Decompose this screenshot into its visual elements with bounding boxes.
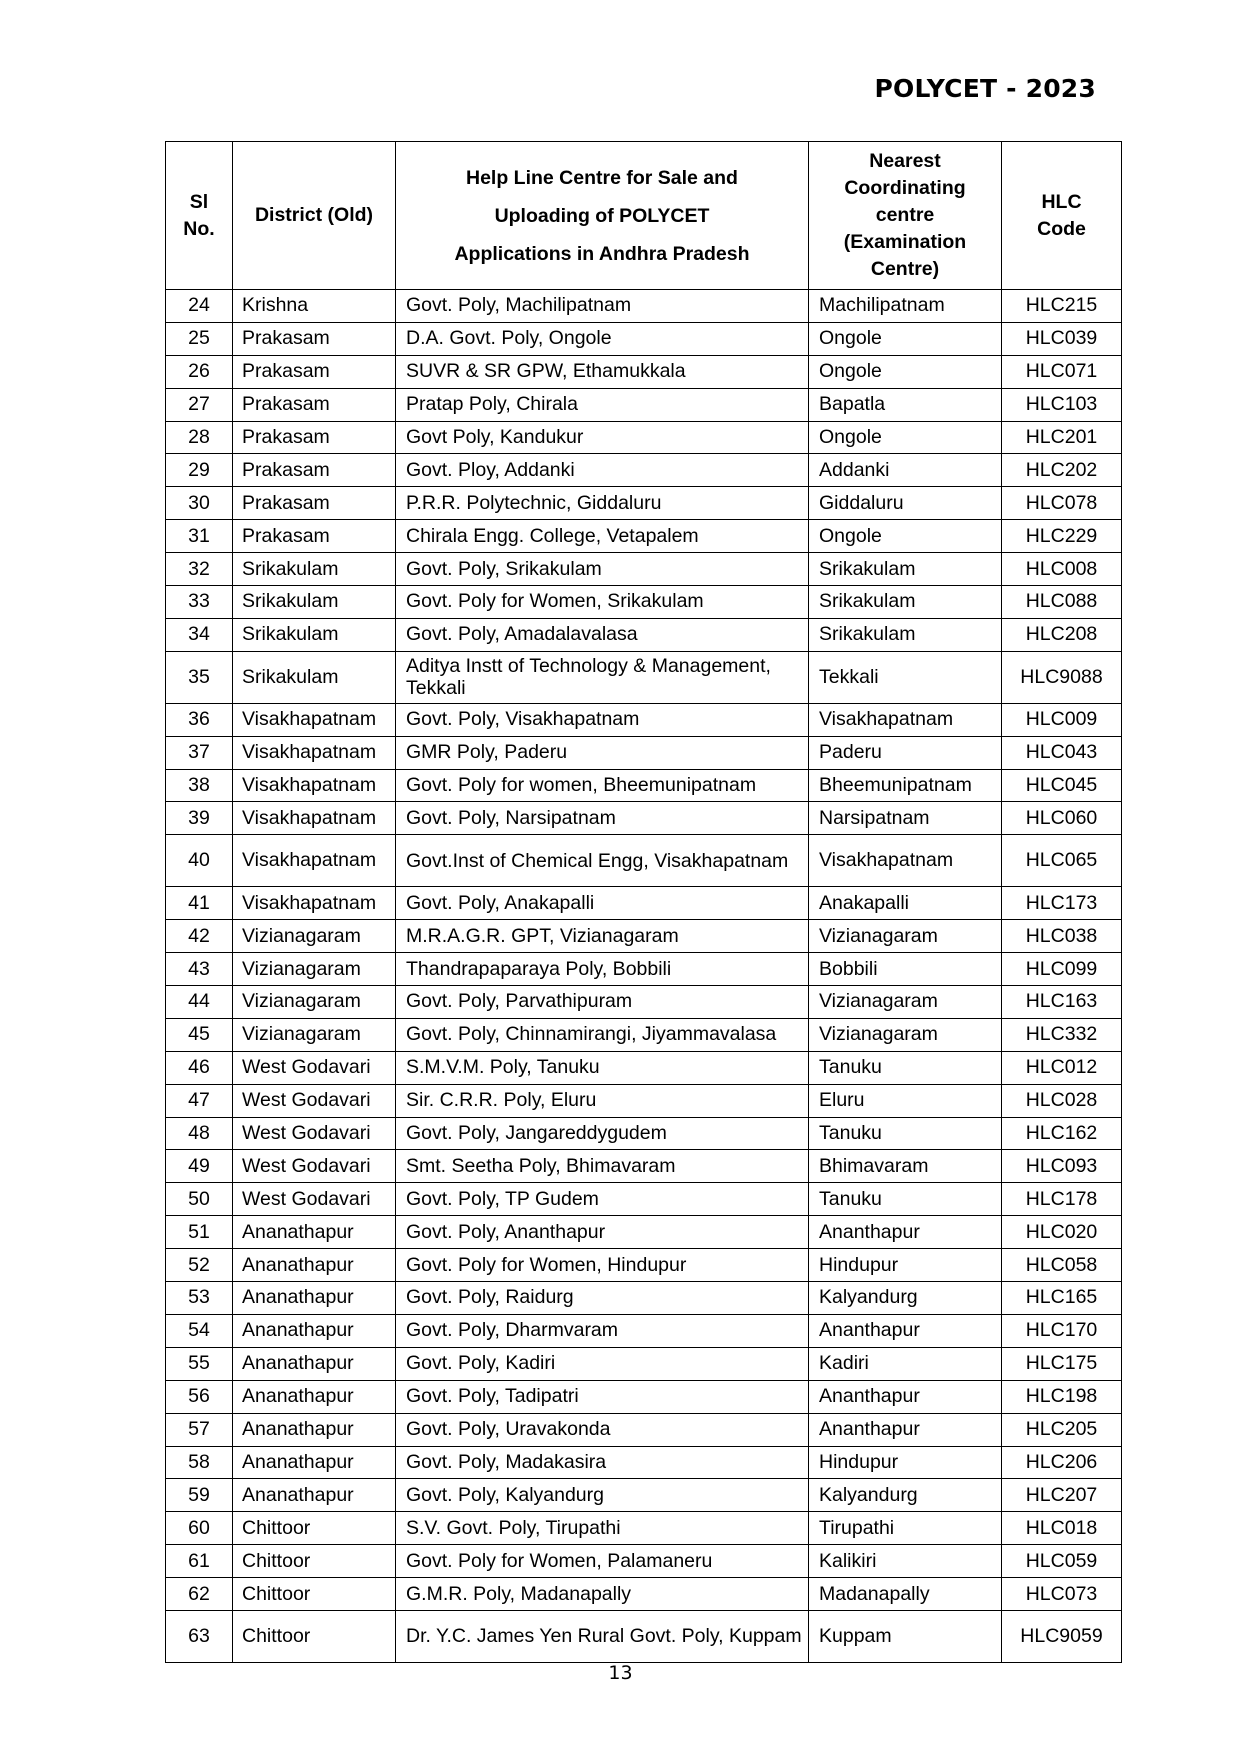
cell-district: Ananathapur — [233, 1282, 396, 1315]
cell-coordinating-centre: Anakapalli — [809, 887, 1002, 920]
table-row — [166, 553, 1122, 586]
cell-district: West Godavari — [233, 1051, 396, 1084]
cell-sl-no: 60 — [166, 1512, 233, 1545]
header-help-line-centre: Help Line Centre for Sale and Uploading of POLYCET Applications in Andhra Pradesh — [396, 142, 809, 290]
cell-district: Visakhapatnam — [233, 802, 396, 835]
cell-district: Visakhapatnam — [233, 887, 396, 920]
cell-sl-no: 63 — [166, 1610, 233, 1662]
cell-district: Ananathapur — [233, 1413, 396, 1446]
cell-help-line-centre: GMR Poly, Paderu — [396, 736, 809, 769]
cell-help-line-centre: Govt. Poly, Visakhapatnam — [396, 703, 809, 736]
cell-sl-no: 49 — [166, 1150, 233, 1183]
cell-coordinating-centre: Paderu — [809, 736, 1002, 769]
cell-district: Ananathapur — [233, 1446, 396, 1479]
cell-coordinating-centre: Srikakulam — [809, 618, 1002, 651]
cell-sl-no: 35 — [166, 651, 233, 703]
cell-coordinating-centre: Kalyandurg — [809, 1479, 1002, 1512]
table-row — [166, 769, 1122, 802]
cell-district: Vizianagaram — [233, 1018, 396, 1051]
cell-hlc-code: HLC173 — [1002, 887, 1122, 920]
table-row — [166, 887, 1122, 920]
cell-hlc-code: HLC099 — [1002, 953, 1122, 986]
cell-district: Visakhapatnam — [233, 769, 396, 802]
cell-sl-no: 25 — [166, 322, 233, 355]
table-row — [166, 1051, 1122, 1084]
cell-coordinating-centre: Machilipatnam — [809, 290, 1002, 323]
cell-hlc-code: HLC332 — [1002, 1018, 1122, 1051]
cell-hlc-code: HLC178 — [1002, 1183, 1122, 1216]
table-row — [166, 920, 1122, 953]
cell-coordinating-centre: Ongole — [809, 355, 1002, 388]
cell-sl-no: 57 — [166, 1413, 233, 1446]
cell-help-line-centre: Govt. Poly, Srikakulam — [396, 553, 809, 586]
cell-sl-no: 33 — [166, 586, 233, 619]
cell-help-line-centre: Govt. Poly, Amadalavalasa — [396, 618, 809, 651]
cell-help-line-centre: S.M.V.M. Poly, Tanuku — [396, 1051, 809, 1084]
table-row — [166, 618, 1122, 651]
header-sl-no: Sl No. — [166, 142, 233, 290]
table-row — [166, 1216, 1122, 1249]
cell-district: Krishna — [233, 290, 396, 323]
cell-district: Prakasam — [233, 388, 396, 421]
cell-hlc-code: HLC045 — [1002, 769, 1122, 802]
cell-help-line-centre: Govt. Ploy, Addanki — [396, 454, 809, 487]
cell-district: Chittoor — [233, 1578, 396, 1611]
table-row — [166, 1512, 1122, 1545]
cell-district: Prakasam — [233, 322, 396, 355]
table-row — [166, 487, 1122, 520]
cell-sl-no: 32 — [166, 553, 233, 586]
cell-district: Vizianagaram — [233, 953, 396, 986]
cell-help-line-centre: Govt. Poly, TP Gudem — [396, 1183, 809, 1216]
cell-sl-no: 44 — [166, 986, 233, 1019]
table-row — [166, 520, 1122, 553]
cell-help-line-centre: S.V. Govt. Poly, Tirupathi — [396, 1512, 809, 1545]
cell-coordinating-centre: Ananthapur — [809, 1413, 1002, 1446]
cell-help-line-centre: Sir. C.R.R. Poly, Eluru — [396, 1084, 809, 1117]
cell-coordinating-centre: Eluru — [809, 1084, 1002, 1117]
cell-sl-no: 31 — [166, 520, 233, 553]
cell-district: Prakasam — [233, 421, 396, 454]
cell-help-line-centre: Govt. Poly, Kadiri — [396, 1347, 809, 1380]
cell-help-line-centre: D.A. Govt. Poly, Ongole — [396, 322, 809, 355]
cell-help-line-centre: Govt. Poly, Narsipatnam — [396, 802, 809, 835]
cell-coordinating-centre: Vizianagaram — [809, 920, 1002, 953]
document-header-title: POLYCET - 2023 — [874, 74, 1096, 103]
cell-help-line-centre: Govt Poly, Kandukur — [396, 421, 809, 454]
cell-coordinating-centre: Vizianagaram — [809, 1018, 1002, 1051]
cell-help-line-centre: Govt. Poly for women, Bheemunipatnam — [396, 769, 809, 802]
cell-sl-no: 54 — [166, 1314, 233, 1347]
cell-district: West Godavari — [233, 1183, 396, 1216]
cell-sl-no: 42 — [166, 920, 233, 953]
table-row — [166, 1479, 1122, 1512]
table-row — [166, 1249, 1122, 1282]
cell-hlc-code: HLC078 — [1002, 487, 1122, 520]
table-row — [166, 1610, 1122, 1662]
cell-help-line-centre: Govt. Poly, Raidurg — [396, 1282, 809, 1315]
cell-coordinating-centre: Tanuku — [809, 1117, 1002, 1150]
cell-district: Prakasam — [233, 355, 396, 388]
cell-coordinating-centre: Tanuku — [809, 1183, 1002, 1216]
cell-help-line-centre: Govt. Poly, Parvathipuram — [396, 986, 809, 1019]
table-row — [166, 1545, 1122, 1578]
cell-help-line-centre: Govt. Poly, Kalyandurg — [396, 1479, 809, 1512]
cell-sl-no: 28 — [166, 421, 233, 454]
cell-coordinating-centre: Bheemunipatnam — [809, 769, 1002, 802]
cell-hlc-code: HLC043 — [1002, 736, 1122, 769]
table-row — [166, 1282, 1122, 1315]
cell-coordinating-centre: Ongole — [809, 421, 1002, 454]
cell-hlc-code: HLC059 — [1002, 1545, 1122, 1578]
cell-sl-no: 55 — [166, 1347, 233, 1380]
cell-district: West Godavari — [233, 1150, 396, 1183]
cell-district: Prakasam — [233, 487, 396, 520]
cell-hlc-code: HLC163 — [1002, 986, 1122, 1019]
cell-district: Ananathapur — [233, 1216, 396, 1249]
cell-help-line-centre: P.R.R. Polytechnic, Giddaluru — [396, 487, 809, 520]
cell-hlc-code: HLC170 — [1002, 1314, 1122, 1347]
cell-coordinating-centre: Tanuku — [809, 1051, 1002, 1084]
cell-hlc-code: HLC207 — [1002, 1479, 1122, 1512]
cell-sl-no: 47 — [166, 1084, 233, 1117]
cell-coordinating-centre: Addanki — [809, 454, 1002, 487]
header-hlc-code: HLC Code — [1002, 142, 1122, 290]
cell-coordinating-centre: Bapatla — [809, 388, 1002, 421]
cell-sl-no: 26 — [166, 355, 233, 388]
cell-coordinating-centre: Visakhapatnam — [809, 835, 1002, 887]
header-district: District (Old) — [233, 142, 396, 290]
table-row — [166, 986, 1122, 1019]
cell-sl-no: 59 — [166, 1479, 233, 1512]
cell-hlc-code: HLC9059 — [1002, 1610, 1122, 1662]
cell-help-line-centre: Govt. Poly, Dharmvaram — [396, 1314, 809, 1347]
cell-hlc-code: HLC060 — [1002, 802, 1122, 835]
cell-hlc-code: HLC018 — [1002, 1512, 1122, 1545]
page-number: 13 — [608, 1662, 633, 1684]
cell-hlc-code: HLC073 — [1002, 1578, 1122, 1611]
cell-coordinating-centre: Tekkali — [809, 651, 1002, 703]
cell-sl-no: 36 — [166, 703, 233, 736]
cell-district: Ananathapur — [233, 1380, 396, 1413]
cell-coordinating-centre: Giddaluru — [809, 487, 1002, 520]
cell-sl-no: 62 — [166, 1578, 233, 1611]
cell-help-line-centre: Govt. Poly, Machilipatnam — [396, 290, 809, 323]
cell-help-line-centre: Thandrapaparaya Poly, Bobbili — [396, 953, 809, 986]
cell-sl-no: 43 — [166, 953, 233, 986]
cell-help-line-centre: SUVR & SR GPW, Ethamukkala — [396, 355, 809, 388]
cell-hlc-code: HLC093 — [1002, 1150, 1122, 1183]
table-row — [166, 1380, 1122, 1413]
cell-coordinating-centre: Visakhapatnam — [809, 703, 1002, 736]
cell-help-line-centre: Govt.Inst of Chemical Engg, Visakhapatnam — [396, 835, 809, 887]
cell-coordinating-centre: Srikakulam — [809, 553, 1002, 586]
header-coordinating-centre: Nearest Coordinating centre (Examination Centre) — [809, 142, 1002, 290]
cell-district: Srikakulam — [233, 586, 396, 619]
cell-help-line-centre: Govt. Poly, Uravakonda — [396, 1413, 809, 1446]
cell-coordinating-centre: Tirupathi — [809, 1512, 1002, 1545]
table-row — [166, 388, 1122, 421]
cell-coordinating-centre: Madanapally — [809, 1578, 1002, 1611]
cell-hlc-code: HLC205 — [1002, 1413, 1122, 1446]
cell-sl-no: 37 — [166, 736, 233, 769]
table-row — [166, 290, 1122, 323]
cell-coordinating-centre: Kadiri — [809, 1347, 1002, 1380]
cell-help-line-centre: Aditya Instt of Technology & Management, Tekkali — [396, 651, 809, 703]
cell-sl-no: 24 — [166, 290, 233, 323]
cell-district: Srikakulam — [233, 553, 396, 586]
cell-hlc-code: HLC9088 — [1002, 651, 1122, 703]
cell-district: Srikakulam — [233, 618, 396, 651]
table-body — [166, 290, 1122, 1663]
table-row — [166, 322, 1122, 355]
cell-sl-no: 27 — [166, 388, 233, 421]
cell-sl-no: 41 — [166, 887, 233, 920]
cell-coordinating-centre: Srikakulam — [809, 586, 1002, 619]
cell-district: West Godavari — [233, 1084, 396, 1117]
cell-sl-no: 56 — [166, 1380, 233, 1413]
table-row — [166, 835, 1122, 887]
table-row — [166, 1347, 1122, 1380]
cell-sl-no: 38 — [166, 769, 233, 802]
table-row — [166, 1018, 1122, 1051]
cell-hlc-code: HLC198 — [1002, 1380, 1122, 1413]
cell-hlc-code: HLC208 — [1002, 618, 1122, 651]
cell-help-line-centre: G.M.R. Poly, Madanapally — [396, 1578, 809, 1611]
cell-sl-no: 29 — [166, 454, 233, 487]
cell-help-line-centre: Govt. Poly, Tadipatri — [396, 1380, 809, 1413]
cell-coordinating-centre: Ananthapur — [809, 1380, 1002, 1413]
cell-coordinating-centre: Ongole — [809, 520, 1002, 553]
cell-sl-no: 51 — [166, 1216, 233, 1249]
cell-sl-no: 52 — [166, 1249, 233, 1282]
cell-district: Vizianagaram — [233, 986, 396, 1019]
cell-district: Prakasam — [233, 454, 396, 487]
cell-sl-no: 61 — [166, 1545, 233, 1578]
cell-sl-no: 39 — [166, 802, 233, 835]
cell-help-line-centre: Govt. Poly for Women, Palamaneru — [396, 1545, 809, 1578]
cell-sl-no: 45 — [166, 1018, 233, 1051]
table-row — [166, 1446, 1122, 1479]
cell-coordinating-centre: Hindupur — [809, 1446, 1002, 1479]
cell-hlc-code: HLC103 — [1002, 388, 1122, 421]
cell-hlc-code: HLC165 — [1002, 1282, 1122, 1315]
cell-help-line-centre: Chirala Engg. College, Vetapalem — [396, 520, 809, 553]
table-row — [166, 651, 1122, 703]
cell-help-line-centre: Govt. Poly for Women, Srikakulam — [396, 586, 809, 619]
cell-sl-no: 58 — [166, 1446, 233, 1479]
cell-hlc-code: HLC008 — [1002, 553, 1122, 586]
cell-hlc-code: HLC202 — [1002, 454, 1122, 487]
cell-hlc-code: HLC071 — [1002, 355, 1122, 388]
cell-sl-no: 53 — [166, 1282, 233, 1315]
cell-help-line-centre: Govt. Poly, Anakapalli — [396, 887, 809, 920]
table-row — [166, 1084, 1122, 1117]
cell-sl-no: 50 — [166, 1183, 233, 1216]
cell-hlc-code: HLC058 — [1002, 1249, 1122, 1282]
cell-hlc-code: HLC065 — [1002, 835, 1122, 887]
cell-coordinating-centre: Ananthapur — [809, 1216, 1002, 1249]
cell-hlc-code: HLC038 — [1002, 920, 1122, 953]
table-row — [166, 421, 1122, 454]
cell-sl-no: 40 — [166, 835, 233, 887]
cell-district: Ananathapur — [233, 1314, 396, 1347]
cell-district: Vizianagaram — [233, 920, 396, 953]
cell-help-line-centre: Govt. Poly, Ananthapur — [396, 1216, 809, 1249]
cell-hlc-code: HLC012 — [1002, 1051, 1122, 1084]
table-row — [166, 736, 1122, 769]
cell-hlc-code: HLC162 — [1002, 1117, 1122, 1150]
table-row — [166, 355, 1122, 388]
cell-help-line-centre: Govt. Poly for Women, Hindupur — [396, 1249, 809, 1282]
cell-coordinating-centre: Kalyandurg — [809, 1282, 1002, 1315]
cell-hlc-code: HLC020 — [1002, 1216, 1122, 1249]
cell-district: Ananathapur — [233, 1347, 396, 1380]
cell-district: Ananathapur — [233, 1249, 396, 1282]
cell-coordinating-centre: Bobbili — [809, 953, 1002, 986]
table-row — [166, 1117, 1122, 1150]
help-line-centre-table — [165, 141, 1122, 1663]
cell-coordinating-centre: Narsipatnam — [809, 802, 1002, 835]
cell-district: Visakhapatnam — [233, 736, 396, 769]
cell-sl-no: 30 — [166, 487, 233, 520]
cell-sl-no: 48 — [166, 1117, 233, 1150]
table-header-row — [166, 142, 1122, 290]
cell-help-line-centre: M.R.A.G.R. GPT, Vizianagaram — [396, 920, 809, 953]
cell-hlc-code: HLC215 — [1002, 290, 1122, 323]
cell-hlc-code: HLC175 — [1002, 1347, 1122, 1380]
cell-sl-no: 46 — [166, 1051, 233, 1084]
cell-help-line-centre: Govt. Poly, Chinnamirangi, Jiyammavalasa — [396, 1018, 809, 1051]
table-row — [166, 454, 1122, 487]
table-row — [166, 953, 1122, 986]
cell-hlc-code: HLC039 — [1002, 322, 1122, 355]
cell-sl-no: 34 — [166, 618, 233, 651]
cell-coordinating-centre: Kalikiri — [809, 1545, 1002, 1578]
cell-district: Ananathapur — [233, 1479, 396, 1512]
cell-coordinating-centre: Hindupur — [809, 1249, 1002, 1282]
cell-hlc-code: HLC201 — [1002, 421, 1122, 454]
cell-district: Chittoor — [233, 1512, 396, 1545]
cell-coordinating-centre: Bhimavaram — [809, 1150, 1002, 1183]
cell-help-line-centre: Govt. Poly, Madakasira — [396, 1446, 809, 1479]
cell-help-line-centre: Pratap Poly, Chirala — [396, 388, 809, 421]
table-row — [166, 1314, 1122, 1347]
cell-coordinating-centre: Kuppam — [809, 1610, 1002, 1662]
cell-district: Prakasam — [233, 520, 396, 553]
cell-help-line-centre: Dr. Y.C. James Yen Rural Govt. Poly, Kuppam — [396, 1610, 809, 1662]
cell-hlc-code: HLC028 — [1002, 1084, 1122, 1117]
cell-hlc-code: HLC206 — [1002, 1446, 1122, 1479]
cell-district: Visakhapatnam — [233, 703, 396, 736]
cell-coordinating-centre: Ananthapur — [809, 1314, 1002, 1347]
cell-district: Chittoor — [233, 1610, 396, 1662]
cell-hlc-code: HLC009 — [1002, 703, 1122, 736]
cell-district: Visakhapatnam — [233, 835, 396, 887]
table-row — [166, 586, 1122, 619]
table-row — [166, 1578, 1122, 1611]
cell-hlc-code: HLC088 — [1002, 586, 1122, 619]
cell-district: West Godavari — [233, 1117, 396, 1150]
table-row — [166, 1413, 1122, 1446]
cell-district: Srikakulam — [233, 651, 396, 703]
table-row — [166, 1183, 1122, 1216]
table-row — [166, 703, 1122, 736]
cell-coordinating-centre: Vizianagaram — [809, 986, 1002, 1019]
cell-coordinating-centre: Ongole — [809, 322, 1002, 355]
cell-help-line-centre: Govt. Poly, Jangareddygudem — [396, 1117, 809, 1150]
table-row — [166, 1150, 1122, 1183]
cell-help-line-centre: Smt. Seetha Poly, Bhimavaram — [396, 1150, 809, 1183]
cell-hlc-code: HLC229 — [1002, 520, 1122, 553]
table-row — [166, 802, 1122, 835]
cell-district: Chittoor — [233, 1545, 396, 1578]
